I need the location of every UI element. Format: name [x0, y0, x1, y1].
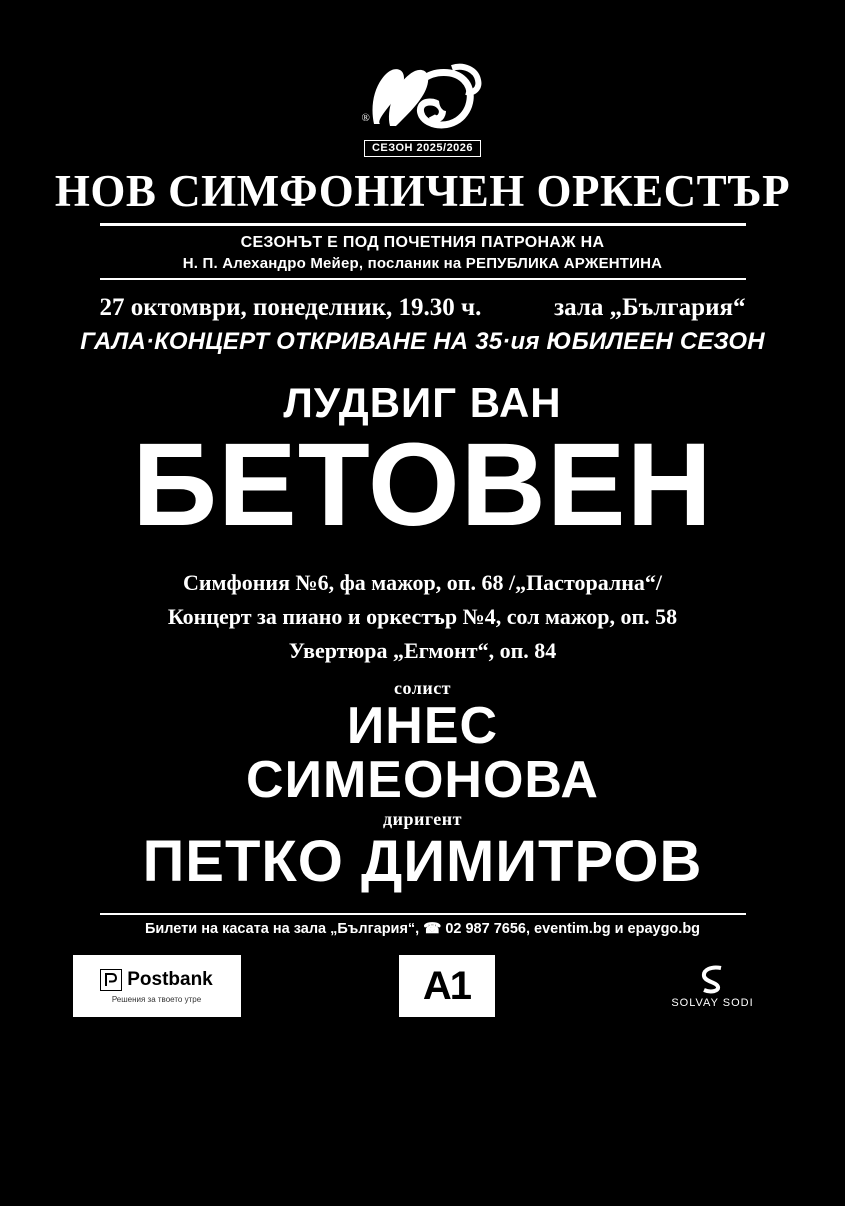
sponsor-postbank — [73, 955, 241, 1017]
tickets-info: Билети на касата на зала „България“, ☎ 02 987 7656, eventim.bg и epaygo.bg — [144, 921, 701, 938]
soloist-role-label: солист — [393, 677, 452, 698]
organization-name: НОВ СИМФОНИЧЕН ОРКЕСТЪР — [54, 166, 791, 216]
patronage-line-2: Н. П. Алехандро Мейер, посланик на РЕПУБЛИКА АРЖЕНТИНА — [182, 255, 663, 272]
programme-item: Увертюра „Егмонт“, оп. 84 — [288, 637, 557, 663]
composer-first-names: ЛУДВИГ ВАН — [283, 379, 562, 426]
soloist-last-name: СИМЕОНОВА — [246, 750, 599, 809]
event-date: 27 октомври, понеделник, 19.30 ч. — [99, 294, 482, 321]
sponsor-a1 — [399, 955, 495, 1017]
composer-surname: БЕТОВЕН — [132, 419, 713, 551]
gala-concert-line: ГАЛА·КОНЦЕРТ ОТКРИВАНЕ НА 35·ия ЮБИЛЕЕН СЕЗОН — [80, 328, 765, 355]
programme-item: Концерт за пиано и оркестър №4, сол мажор, оп. 58 — [167, 603, 678, 629]
patronage-line-1: СЕЗОНЪТ Е ПОД ПОЧЕТНИЯ ПАТРОНАЖ НА — [240, 234, 605, 251]
sponsor-postbank-tagline: Решения за твоето утре — [111, 994, 202, 1004]
divider-mid — [100, 278, 746, 280]
solvay-mark-icon — [693, 964, 733, 994]
event-venue: зала „България“ — [554, 294, 746, 321]
sponsor-postbank-name: Postbank — [127, 968, 213, 990]
sponsor-solvay-name: SOLVAY SODI — [671, 996, 754, 1009]
season-badge: СЕЗОН 2025/2026 — [364, 140, 481, 157]
soloist-first-name: ИНЕС — [346, 696, 499, 755]
nso-monogram-icon — [358, 58, 488, 136]
sponsor-logos — [73, 955, 773, 1017]
registered-mark-icon: ® — [361, 112, 370, 124]
programme-list — [168, 566, 677, 668]
event-date-row — [100, 294, 746, 322]
sponsor-a1-name: A1 — [422, 963, 471, 1008]
divider-top — [100, 223, 746, 226]
sponsor-solvay — [653, 955, 773, 1017]
programme-item: Симфония №6, фа мажор, оп. 68 /„Пасторална“/ — [182, 569, 663, 595]
conductor-name: ПЕТКО ДИМИТРОВ — [142, 829, 703, 895]
conductor-role-label: диригент — [383, 809, 462, 830]
logo-block — [358, 58, 488, 157]
postbank-mark-icon — [100, 969, 122, 991]
divider-bottom — [100, 913, 746, 915]
